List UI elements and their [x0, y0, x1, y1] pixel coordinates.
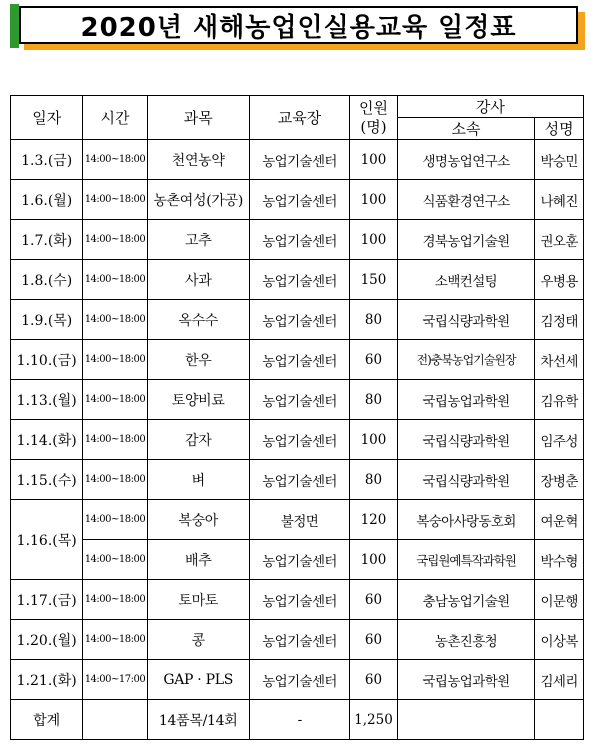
table-row — [11, 500, 584, 540]
cell-subject: 사과 — [147, 260, 249, 300]
header-people: 인원 (명) — [350, 96, 398, 140]
cell-date: 1.3.(금) — [11, 140, 83, 180]
cell-time: 14:00~18:00 — [83, 380, 147, 420]
cell-time: 14:00~18:00 — [83, 300, 147, 340]
cell-name: 김정태 — [535, 300, 584, 340]
table-row — [11, 620, 584, 660]
cell-org: 농촌진흥청 — [397, 620, 535, 660]
cell-time: 14:00~18:00 — [83, 420, 147, 460]
cell-time: 14:00~18:00 — [83, 140, 147, 180]
cell-people: 60 — [350, 580, 398, 620]
cell-name: 장병춘 — [535, 460, 584, 500]
cell-date: 1.21.(화) — [11, 660, 83, 700]
cell-name: 권오훈 — [535, 220, 584, 260]
cell-venue: 농업기술센터 — [249, 420, 349, 460]
cell-org: 식품환경연구소 — [397, 180, 535, 220]
cell-time: 14:00~18:00 — [83, 580, 147, 620]
table-row — [11, 380, 584, 420]
cell-venue: 농업기술센터 — [249, 620, 349, 660]
cell-people: 100 — [350, 540, 398, 580]
cell-people: 120 — [350, 500, 398, 540]
cell-name: 나혜진 — [535, 180, 584, 220]
cell-venue: 농업기술센터 — [249, 180, 349, 220]
table-row — [11, 460, 584, 500]
cell-time: 14:00~18:00 — [83, 220, 147, 260]
cell-name: 김유학 — [535, 380, 584, 420]
cell-date: 1.7.(화) — [11, 220, 83, 260]
cell-subject: 토양비료 — [147, 380, 249, 420]
header-venue: 교육장 — [249, 96, 349, 140]
cell-subject: 배추 — [147, 540, 249, 580]
cell-org: 복숭아사랑동호회 — [397, 500, 535, 540]
cell-venue: 농업기술센터 — [249, 540, 349, 580]
table-row — [11, 260, 584, 300]
cell-people: 60 — [350, 660, 398, 700]
cell-name: 박수형 — [535, 540, 584, 580]
cell-venue: 농업기술센터 — [249, 260, 349, 300]
table-row — [11, 140, 584, 180]
cell-org: 국립농업과학원 — [397, 660, 535, 700]
cell-date: 1.13.(월) — [11, 380, 83, 420]
table-row — [11, 580, 584, 620]
cell-subject: 옥수수 — [147, 300, 249, 340]
cell-subject: 고추 — [147, 220, 249, 260]
cell-people: 100 — [350, 220, 398, 260]
cell-time: 14:00~18:00 — [83, 460, 147, 500]
cell-org: 충남농업기술원 — [397, 580, 535, 620]
cell-date: 1.14.(화) — [11, 420, 83, 460]
cell-venue: 불정면 — [249, 500, 349, 540]
cell-people: 60 — [350, 340, 398, 380]
cell-org: 국립식량과학원 — [397, 300, 535, 340]
cell-org: 소백컨설팅 — [397, 260, 535, 300]
cell-people: 100 — [350, 420, 398, 460]
total-subject: 14품목/14회 — [147, 700, 249, 740]
cell-venue: 농업기술센터 — [249, 140, 349, 180]
table-row — [11, 340, 584, 380]
total-people: 1,250 — [350, 700, 398, 740]
cell-people: 80 — [350, 380, 398, 420]
cell-time: 14:00~17:00 — [83, 660, 147, 700]
cell-venue: 농업기술센터 — [249, 580, 349, 620]
total-time — [83, 700, 147, 740]
total-label: 합계 — [11, 700, 83, 740]
cell-org: 국립원예특작과학원 — [397, 540, 535, 580]
cell-venue: 농업기술센터 — [249, 340, 349, 380]
total-org — [397, 700, 535, 740]
header-org: 소속 — [397, 118, 535, 140]
cell-name: 박승민 — [535, 140, 584, 180]
header-name: 성명 — [535, 118, 584, 140]
cell-venue: 농업기술센터 — [249, 660, 349, 700]
table-row — [11, 180, 584, 220]
header-subject: 과목 — [147, 96, 249, 140]
cell-subject: 벼 — [147, 460, 249, 500]
cell-date: 1.8.(수) — [11, 260, 83, 300]
cell-org: 국립식량과학원 — [397, 420, 535, 460]
table-row — [11, 540, 584, 580]
total-name — [535, 700, 584, 740]
cell-org: 국립농업과학원 — [397, 380, 535, 420]
cell-date: 1.20.(월) — [11, 620, 83, 660]
header-date: 일자 — [11, 96, 83, 140]
cell-time: 14:00~18:00 — [83, 260, 147, 300]
cell-date: 1.17.(금) — [11, 580, 83, 620]
cell-name: 여운혁 — [535, 500, 584, 540]
table-row — [11, 300, 584, 340]
schedule-table — [10, 95, 584, 740]
cell-people: 80 — [350, 300, 398, 340]
table-row — [11, 220, 584, 260]
cell-subject: 복숭아 — [147, 500, 249, 540]
header-row — [11, 96, 584, 118]
cell-venue: 농업기술센터 — [249, 300, 349, 340]
cell-venue: 농업기술센터 — [249, 380, 349, 420]
cell-name: 이문행 — [535, 580, 584, 620]
cell-time: 14:00~18:00 — [83, 180, 147, 220]
cell-subject: 토마토 — [147, 580, 249, 620]
cell-subject: 콩 — [147, 620, 249, 660]
cell-name: 우병용 — [535, 260, 584, 300]
cell-date: 1.15.(수) — [11, 460, 83, 500]
cell-name: 이상복 — [535, 620, 584, 660]
cell-org: 국립식량과학원 — [397, 460, 535, 500]
cell-people: 80 — [350, 460, 398, 500]
cell-people: 150 — [350, 260, 398, 300]
cell-subject: 천연농약 — [147, 140, 249, 180]
cell-subject: 한우 — [147, 340, 249, 380]
cell-people: 100 — [350, 180, 398, 220]
page-title: 2020년 새해농업인실용교육 일정표 — [19, 6, 578, 44]
title-accent-bar — [10, 4, 19, 48]
total-venue: - — [249, 700, 349, 740]
cell-subject: 농촌여성(가공) — [147, 180, 249, 220]
table-row — [11, 660, 584, 700]
cell-org: 전)충북농업기술원장 — [397, 340, 535, 380]
cell-date: 1.9.(목) — [11, 300, 83, 340]
total-row — [11, 700, 584, 740]
cell-time: 14:00~18:00 — [83, 620, 147, 660]
cell-time: 14:00~18:00 — [83, 540, 147, 580]
cell-time: 14:00~18:00 — [83, 500, 147, 540]
header-time: 시간 — [83, 96, 147, 140]
table-row — [11, 420, 584, 460]
cell-subject: 감자 — [147, 420, 249, 460]
title-banner — [10, 4, 585, 52]
cell-venue: 농업기술센터 — [249, 460, 349, 500]
cell-date: 1.16.(목) — [11, 500, 83, 580]
cell-people: 60 — [350, 620, 398, 660]
cell-venue: 농업기술센터 — [249, 220, 349, 260]
cell-date: 1.10.(금) — [11, 340, 83, 380]
cell-name: 차선세 — [535, 340, 584, 380]
cell-date: 1.6.(월) — [11, 180, 83, 220]
cell-name: 김세리 — [535, 660, 584, 700]
cell-name: 임주성 — [535, 420, 584, 460]
cell-time: 14:00~18:00 — [83, 340, 147, 380]
cell-org: 생명농업연구소 — [397, 140, 535, 180]
cell-subject: GAP · PLS — [147, 660, 249, 700]
cell-people: 100 — [350, 140, 398, 180]
cell-org: 경북농업기술원 — [397, 220, 535, 260]
header-instructor: 강사 — [397, 96, 583, 118]
